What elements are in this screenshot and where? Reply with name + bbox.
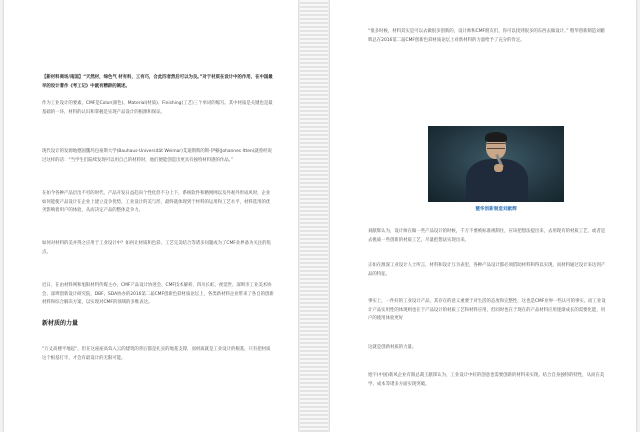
question-paragraph: 如何对材料的美并得之应用于工业设计中？如何让材质和色彩、工艺完美结合等诸多问题成为了CMF业界备为关注的焦点。: [42, 241, 271, 255]
material-design-paragraph: 正如在源深工业设计人士所言，材料和设计互为表里，各种产品设计都必须借助材料和得以实现，而材料通过设计来达到产品的特征。: [368, 263, 606, 277]
intro-paragraph: 【新材料商场/南国】“天然材，绿色气 材有料，工有巧，合此四者然后可以为良。”对于材质在设计中的作用，在中国最早的设计著作《考工记》中就有精辟的阐述。: [42, 75, 273, 89]
speaker-hand: [494, 164, 503, 172]
glasses-icon: [487, 143, 505, 149]
power-statement: 这就是创新材质的力量。: [368, 345, 417, 350]
forum-paragraph: 近日，在由材料网和旭阳材料传媒主办，CMF产品设计协进会、CMF技术解析、四川长虹、视觉世、深圳市工业美术协会、深圳创新设计研究院、DBF、SDA协办的2016第二届CMF创新色彩材质论坛上，各类新材料企业带来了各自的创新材料和综合解决方案，以实现对CMF的领域的多维表达。: [42, 283, 274, 306]
left-page: [4, 0, 298, 432]
industrial-design-paragraph: 事实上，一件好的工业设计产品，其存在的意义重要于对生活的态度和完整性，这也是CMF业界一些认可的事实。而工业设计产品实用性的体现则也在于产品设计的材质工艺和材料应用，但同时也在于现在的产品材料应用逐渐成长的需要化能，用户的使用体验更好: [368, 299, 606, 322]
bauhaus-quote-paragraph: 现代设计的发源地德国魏玛包豪斯大学(Bauhaus-Universität Weimar)艾迪斯辉的斯·伊顿(Johannes Itten)就曾经说过这样的话：“当学生们陆续发现可以用自己的材料时，他们便能创造出更具有独特材料感的作品。”: [42, 149, 272, 163]
section-heading: 新材质的力量: [42, 320, 79, 327]
right-page: [330, 0, 636, 432]
cmf-definition-paragraph: 作为工业设计的要素，CMF是Color(颜色)、Material(材质)、Finishing(工艺)三个单词的缩写。其中材质是关键也是最基础的一环，材料的认识和掌握是实现产品设计的根源和保证。: [42, 101, 273, 115]
page-gutter: [300, 0, 328, 432]
designer-advice-paragraph: 刘献辉认为，设计师在做一些产品设计的时候，千万不要被标准规制住，应该把想法提出来，去用现有的材质工艺，或者是去挑战一些创新的材质工艺，尽量把想法实现出来。: [368, 229, 606, 243]
ceo-opinion-paragraph: 旭宇(中国)新风企业有限总裁王献锋认为，工业设计中好的创意也需要创新的材料来实现。结合自身独特的特性，从而在美学、成本等诸多方面实现突破。: [368, 373, 605, 387]
closing-paragraph: “万丈高楼平地起”，但在这座座高耸入云的建筑的背后都是扎实的地基支撑，而材质就是工业设计的根基，只有把材质这个根基打牢，才会有最设计的无限可能。: [42, 347, 271, 361]
photo-caption: 暨华创新制造刘献辉: [475, 207, 517, 212]
speaker-quote-paragraph: “很多时候，材料其实是可以去做很多创新的，设计师和CMF朋友们，你可以找到很多的东西去做设计。” 暨华创新制造刘献辉总在2016第二届CMF创新色彩材质论坛上对新材料的力量给予了充分的肯定。: [368, 29, 606, 43]
speaker-hair: [485, 132, 507, 142]
product-era-paragraph: 在如今各种产品层出不穷的时代，产品开发日益趋向个性化但不分上下，系统软件和精网网以及外观外形成风时，企业如何能使产品设计在企业上建立竞争优势，工业设计的美与形，最终就体现到于材料的运用和工艺水平，材料选用的优劣影响着用户的体验，从而决定产品的整体竞争力。: [42, 191, 271, 214]
speaker-photo: [428, 126, 564, 202]
